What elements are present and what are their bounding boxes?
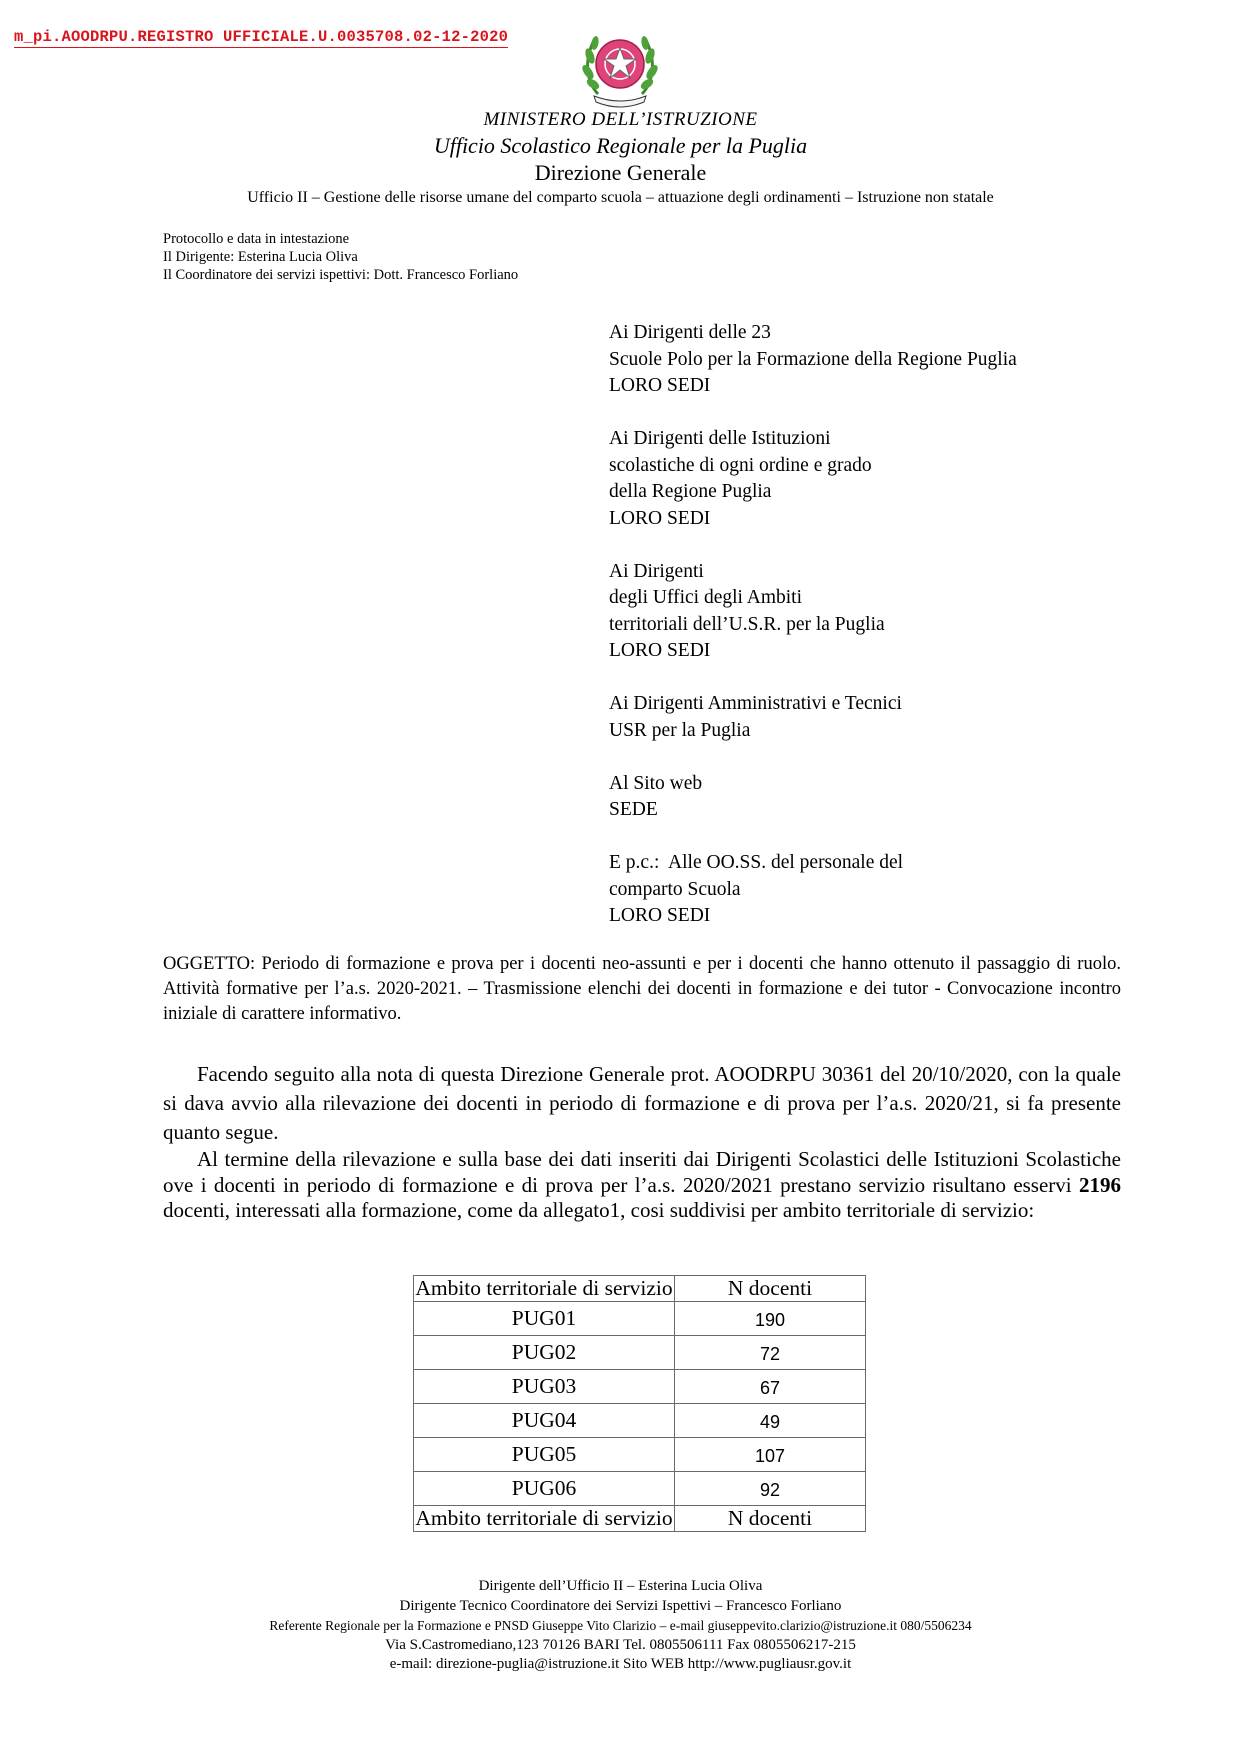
recipient-line: SEDE [609, 799, 658, 820]
table-row [414, 1302, 866, 1336]
count-cell: 72 [675, 1336, 866, 1370]
recipient-line: comparto Scuola [609, 878, 741, 900]
table-row [414, 1370, 866, 1404]
recipient-line: Ai Dirigenti delle 23 [609, 322, 771, 343]
area-cell: PUG05 [414, 1438, 675, 1472]
area-cell: PUG03 [414, 1370, 675, 1404]
column-header-count: N docenti [675, 1506, 866, 1532]
footer-line: Referente Regionale per la Formazione e PNSD Giuseppe Vito Clarizio – e-mail giuseppevito.clarizio@istruzione.it 080/5506234 [269, 1618, 972, 1633]
directorate-name: Direzione Generale [534, 160, 707, 185]
count-cell: 92 [675, 1472, 866, 1506]
area-cell: PUG06 [414, 1472, 675, 1506]
body-text: Al termine della rilevazione e sulla base dei dati inseriti dai Dirigenti Scolastici delle Istituzioni Scolastiche ove i docenti in periodo di formazione e di prova per l’a.s. 2020/2021 prestano servizio risultano esservi [163, 1147, 1121, 1197]
area-cell: PUG02 [414, 1336, 675, 1370]
ministry-name: MINISTERO DELL’ISTRUZIONE [483, 109, 758, 130]
count-cell: 107 [675, 1438, 866, 1472]
recipient-line: E p.c.: Alle OO.SS. del personale del [609, 852, 904, 873]
footer-line: Dirigente dell’Ufficio II – Esterina Lucia Oliva [478, 1578, 763, 1594]
table-repeat-header-row [414, 1506, 866, 1532]
count-cell: 67 [675, 1370, 866, 1404]
body-paragraph: Facendo seguito alla nota di questa Direzione Generale prot. AOODRPU 30361 del 20/10/2020, con la quale si dava avvio alla rilevazione dei docenti in periodo di formazione e di prova per l’a.s. 2020/21, si fa presente quanto segue. [163, 1062, 1121, 1144]
recipients-list [609, 320, 1017, 956]
info-line: Il Dirigente: Esterina Lucia Oliva [163, 249, 358, 265]
area-cell: PUG01 [414, 1302, 675, 1336]
letter-body [163, 1060, 1121, 1224]
recipient-line: Ai Dirigenti delle Istituzioni [609, 428, 831, 449]
recipient-group-cc [609, 850, 1017, 930]
recipient-line: Al Sito web [609, 772, 703, 794]
column-header-area: Ambito territoriale di servizio [415, 1506, 673, 1530]
table-header-row [414, 1276, 866, 1302]
office-name: Ufficio II – Gestione delle risorse umane del comparto scuola – attuazione degli ordinamenti – Istruzione non statale [247, 189, 994, 206]
area-cell: PUG04 [414, 1404, 675, 1438]
recipient-group [609, 559, 1017, 665]
recipient-line: della Regione Puglia [609, 481, 772, 502]
recipient-line: LORO SEDI [609, 640, 711, 661]
recipient-line: USR per la Puglia [609, 719, 751, 741]
recipient-group [609, 771, 1017, 824]
column-header-area: Ambito territoriale di servizio [415, 1276, 673, 1300]
italian-republic-emblem-icon [580, 26, 660, 110]
protocol-info [163, 230, 518, 284]
recipient-group [609, 426, 1017, 532]
recipient-line: Ai Dirigenti [609, 560, 704, 582]
recipient-line: Scuole Polo per la Formazione della Regione Puglia [609, 348, 1017, 370]
info-line: Il Coordinatore dei servizi ispettivi: Dott. Francesco Forliano [163, 267, 519, 283]
recipient-line: scolastiche di ogni ordine e grado [609, 454, 872, 476]
recipient-line: Ai Dirigenti Amministrativi e Tecnici [609, 693, 902, 714]
column-header-count: N docenti [675, 1276, 866, 1302]
recipient-line: LORO SEDI [609, 507, 711, 529]
recipient-line: LORO SEDI [609, 375, 711, 396]
body-paragraph [163, 1147, 1121, 1224]
subject-line: OGGETTO: Periodo di formazione e prova per i docenti neo-assunti e per i docenti che hanno ottenuto il passaggio di ruolo. Attività formative per l’a.s. 2020-2021. – Trasmissione elenchi dei docenti in formazione e dei tutor - Convocazione incontro iniziale di carattere informativo. [163, 954, 1121, 1024]
ribbon [594, 96, 646, 107]
recipient-group [609, 320, 1017, 400]
recipient-line: degli Uffici degli Ambiti [609, 587, 802, 608]
regional-office-name: Ufficio Scolastico Regionale per la Puglia [433, 133, 808, 158]
letter-footer [0, 1577, 1241, 1675]
count-cell: 190 [675, 1302, 866, 1336]
recipient-line: territoriali dell’U.S.R. per la Puglia [609, 613, 885, 635]
count-cell: 49 [675, 1404, 866, 1438]
total-teachers-count: 2196 [1079, 1172, 1121, 1197]
table-row [414, 1404, 866, 1438]
table-row [414, 1336, 866, 1370]
footer-line: e-mail: direzione-puglia@istruzione.it Sito WEB http://www.pugliausr.gov.it [389, 1656, 852, 1672]
info-line: Protocollo e data in intestazione [163, 231, 350, 247]
table-row [414, 1472, 866, 1506]
footer-line: Via S.Castromediano,123 70126 BARI Tel. 0805506111 Fax 0805506217-215 [385, 1636, 856, 1653]
recipient-line: LORO SEDI [609, 905, 711, 926]
table-row [414, 1438, 866, 1472]
body-text: docenti, interessati alla formazione, come da allegato1, cosi suddivisi per ambito territoriale di servizio: [163, 1198, 1035, 1222]
protocol-stamp: m_pi.AOODRPU.REGISTRO UFFICIALE.U.0035708.02-12-2020 [14, 28, 509, 46]
recipient-group [609, 691, 1017, 744]
teachers-by-area-table [413, 1275, 866, 1532]
footer-line: Dirigente Tecnico Coordinatore dei Servizi Ispettivi – Francesco Forliano [399, 1597, 842, 1614]
